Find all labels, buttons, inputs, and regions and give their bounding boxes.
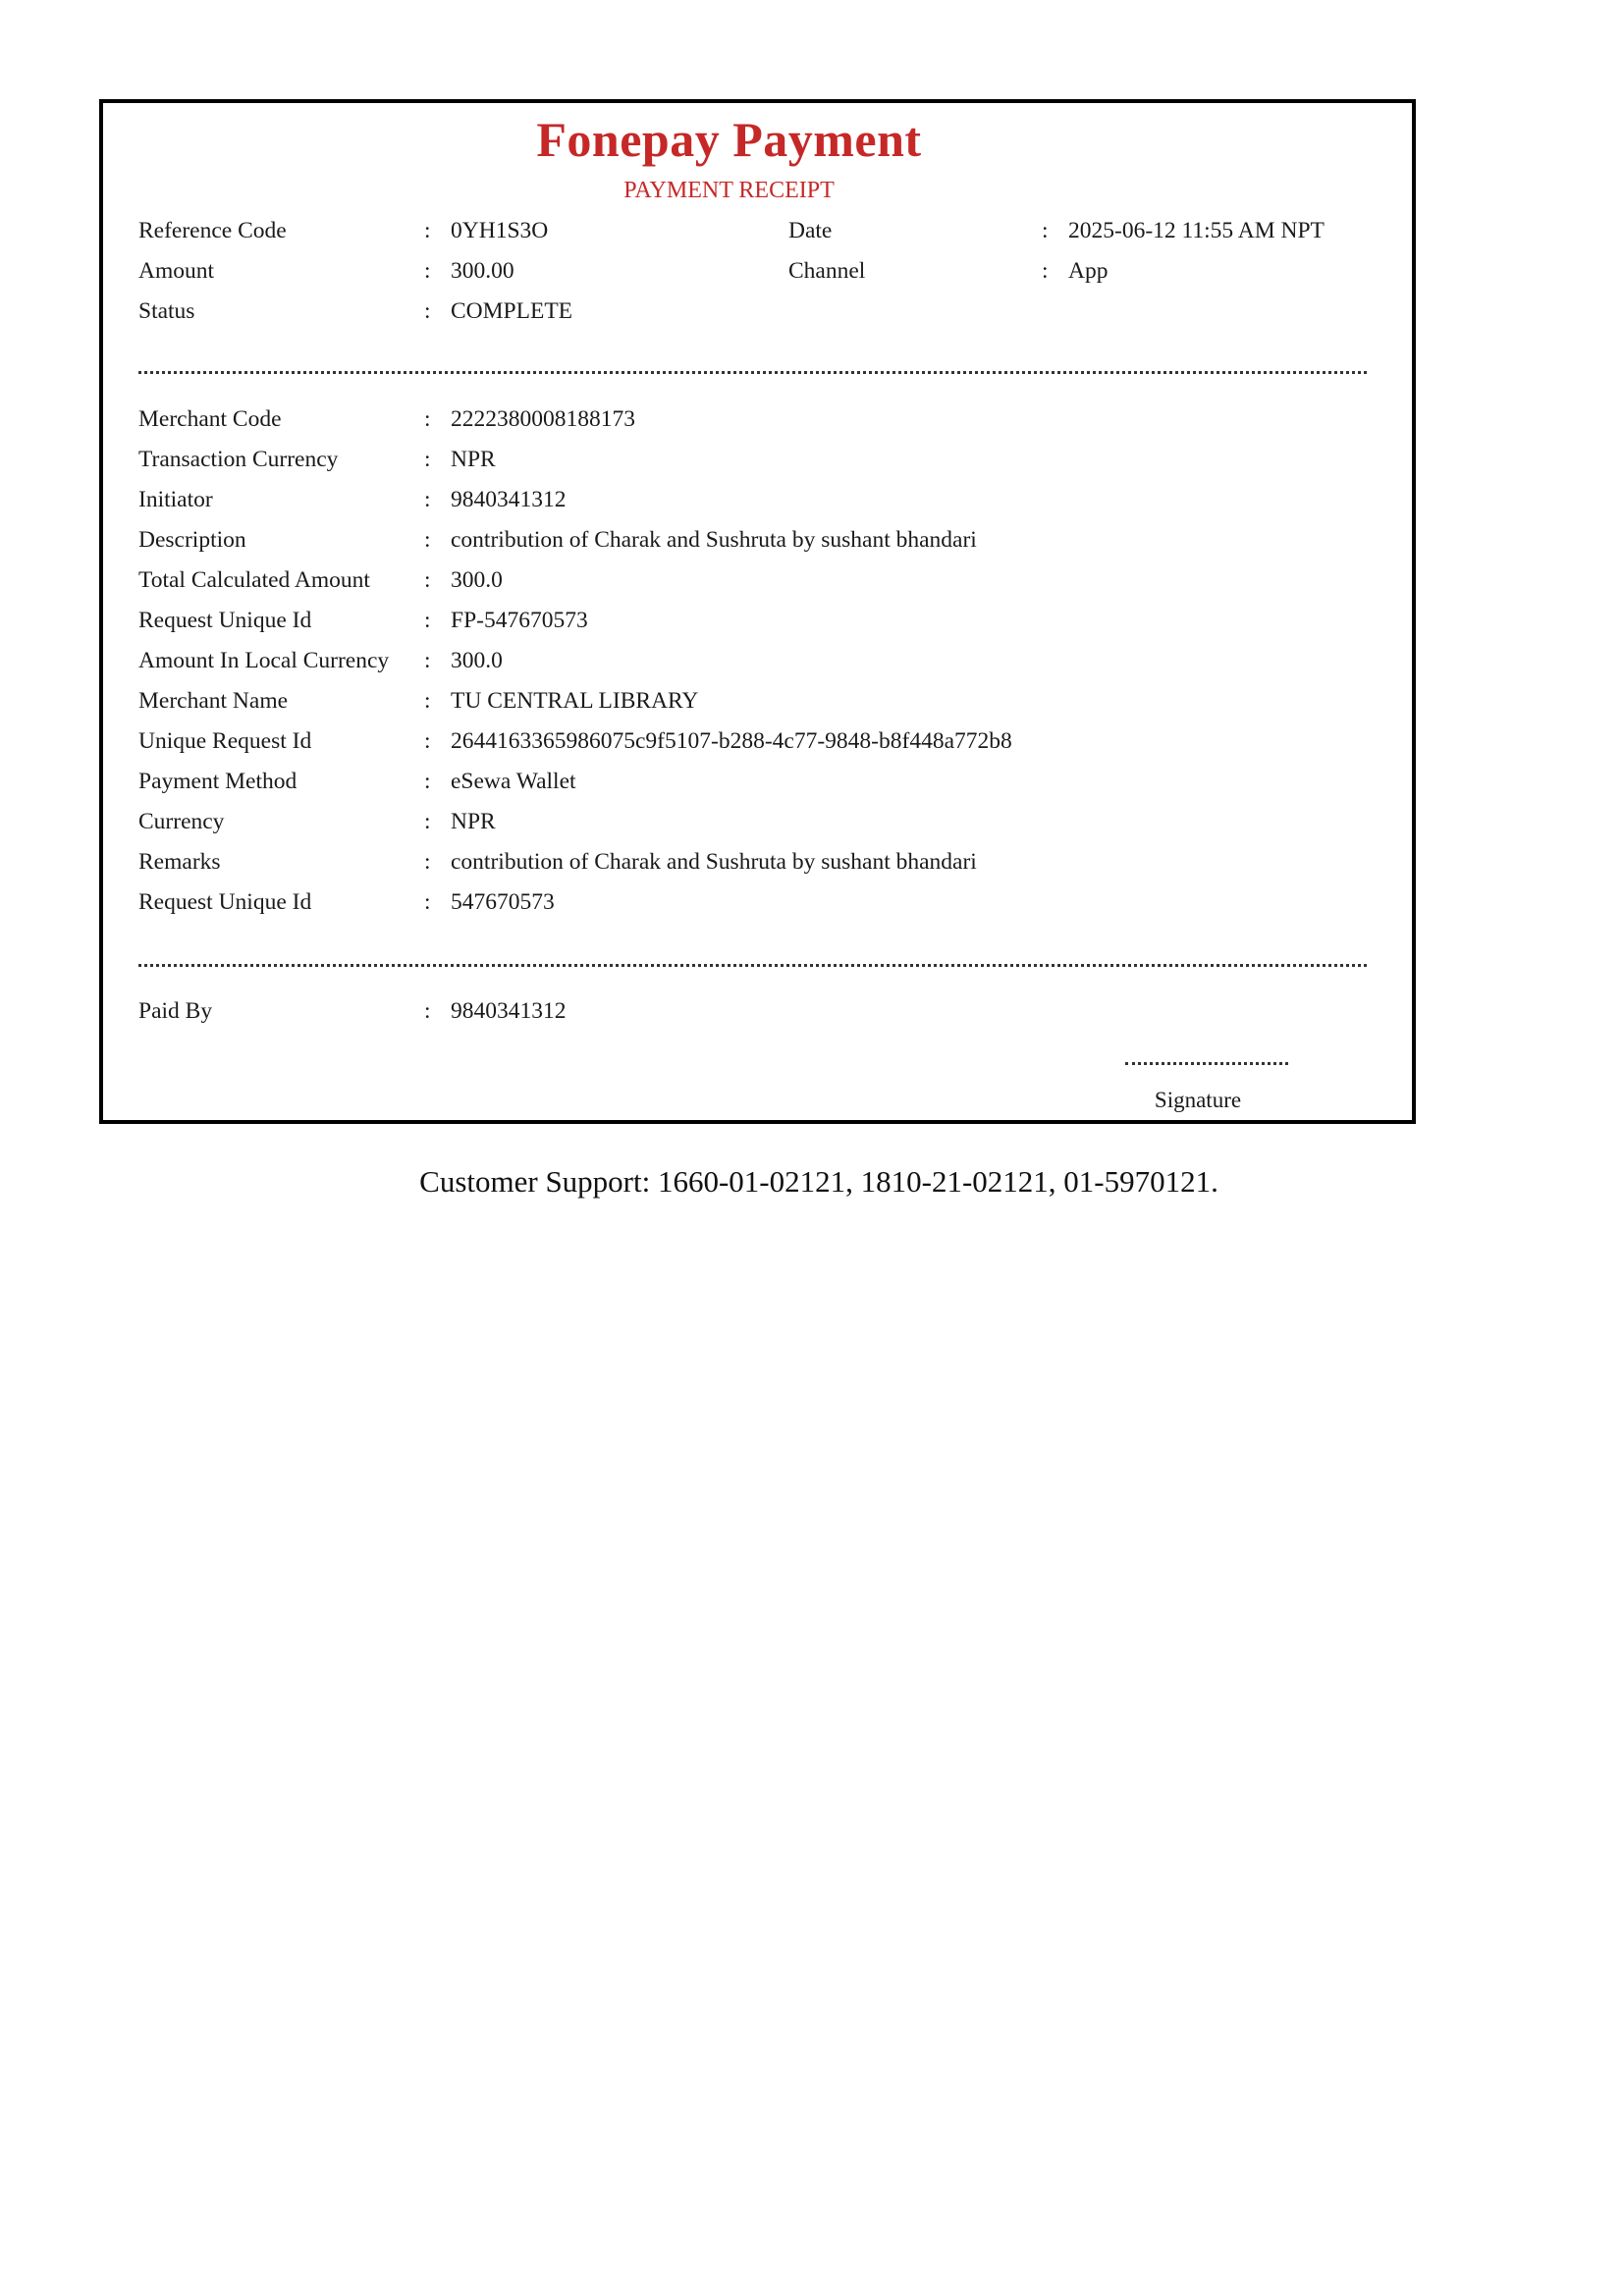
field-separator: :	[1042, 218, 1049, 243]
field-value: App	[1068, 258, 1109, 284]
field-separator: :	[424, 608, 431, 633]
field-label: Transaction Currency	[138, 447, 339, 472]
field-value: 0YH1S3O	[451, 218, 549, 243]
field-separator: :	[424, 447, 431, 472]
field-label: Amount	[138, 258, 215, 284]
field-label: Initiator	[138, 487, 213, 512]
field-value: 2644163365986075c9f5107-b288-4c77-9848-b8f448a772b8	[451, 728, 1012, 754]
field-separator: :	[1042, 258, 1049, 284]
field-value: NPR	[451, 809, 496, 834]
field-separator: :	[424, 298, 431, 324]
field-separator: :	[424, 998, 431, 1024]
field-label: Reference Code	[138, 218, 287, 243]
field-value: 300.0	[451, 567, 503, 593]
field-label: Merchant Name	[138, 688, 289, 714]
signature-line	[1125, 1062, 1288, 1065]
field-label: Paid By	[138, 998, 213, 1024]
field-value: 9840341312	[451, 487, 567, 512]
field-value: TU CENTRAL LIBRARY	[451, 688, 699, 714]
field-value: FP-547670573	[451, 608, 588, 633]
field-label: Request Unique Id	[138, 608, 312, 633]
field-value: 547670573	[451, 889, 555, 915]
field-value: 300.0	[451, 648, 503, 673]
field-separator: :	[424, 527, 431, 553]
dotted-divider	[138, 964, 1367, 967]
field-separator: :	[424, 769, 431, 794]
field-separator: :	[424, 688, 431, 714]
field-value: contribution of Charak and Sushruta by sushant bhandari	[451, 849, 977, 875]
field-value: 2025-06-12 11:55 AM NPT	[1068, 218, 1325, 243]
field-label: Payment Method	[138, 769, 298, 794]
field-label: Currency	[138, 809, 225, 834]
field-separator: :	[424, 889, 431, 915]
field-separator: :	[424, 218, 431, 243]
field-label: Merchant Code	[138, 406, 282, 432]
field-separator: :	[424, 406, 431, 432]
field-label: Request Unique Id	[138, 889, 312, 915]
field-separator: :	[424, 648, 431, 673]
field-separator: :	[424, 849, 431, 875]
dotted-divider	[138, 371, 1367, 374]
receipt-title: Fonepay Payment	[536, 112, 922, 167]
field-value: contribution of Charak and Sushruta by sushant bhandari	[451, 527, 977, 553]
field-label: Remarks	[138, 849, 221, 875]
field-separator: :	[424, 258, 431, 284]
field-label: Status	[138, 298, 195, 324]
field-label: Date	[788, 218, 833, 243]
field-value: eSewa Wallet	[451, 769, 576, 794]
field-label: Amount In Local Currency	[138, 648, 390, 673]
field-separator: :	[424, 487, 431, 512]
field-value: COMPLETE	[451, 298, 573, 324]
field-value: 9840341312	[451, 998, 567, 1024]
signature-label: Signature	[1154, 1088, 1242, 1112]
field-separator: :	[424, 567, 431, 593]
customer-support-text: Customer Support: 1660-01-02121, 1810-21-02121, 01-5970121.	[419, 1164, 1218, 1199]
field-value: NPR	[451, 447, 496, 472]
field-label: Total Calculated Amount	[138, 567, 370, 593]
field-value: 2222380008188173	[451, 406, 635, 432]
field-value: 300.00	[451, 258, 514, 284]
field-label: Channel	[788, 258, 866, 284]
field-separator: :	[424, 809, 431, 834]
field-label: Description	[138, 527, 246, 553]
receipt-subtitle: PAYMENT RECEIPT	[623, 178, 835, 203]
field-separator: :	[424, 728, 431, 754]
field-label: Unique Request Id	[138, 728, 312, 754]
